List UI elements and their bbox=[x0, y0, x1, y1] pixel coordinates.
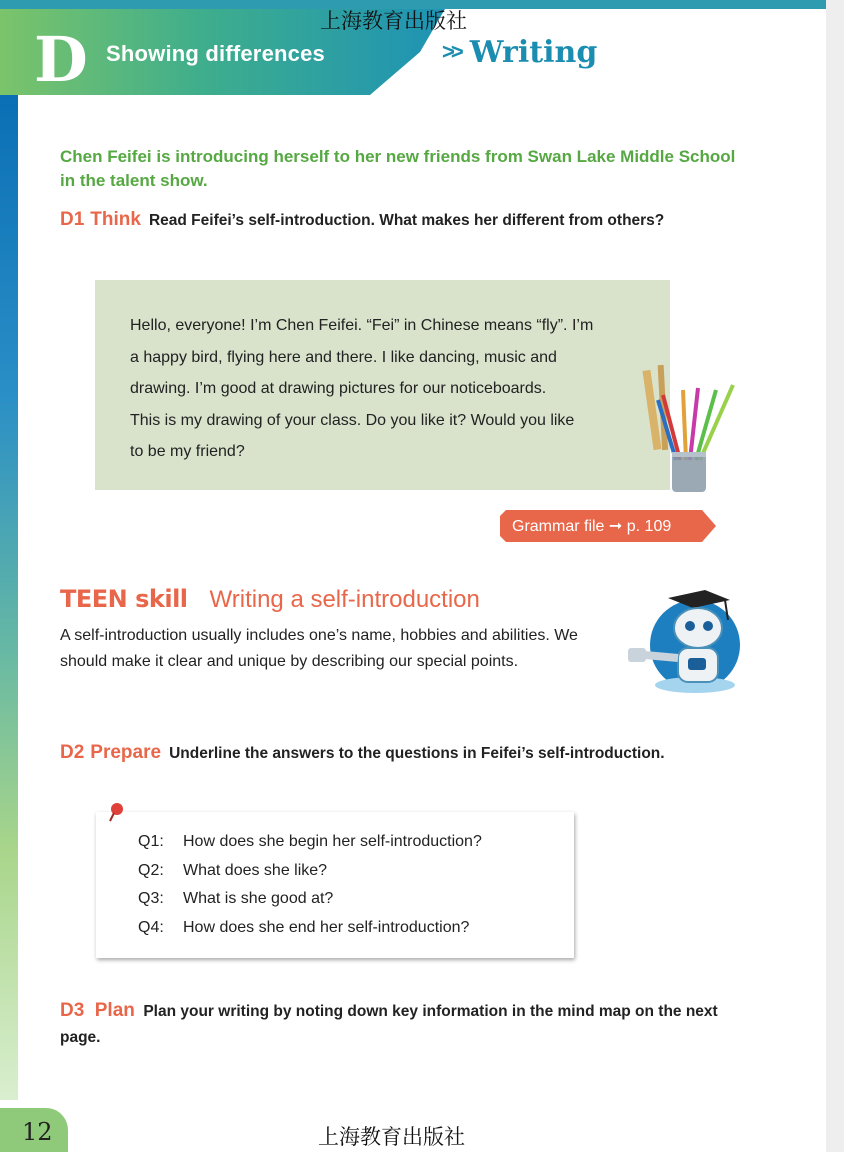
self-introduction-note bbox=[95, 280, 670, 490]
writing-label: Writing bbox=[469, 34, 598, 70]
task-d1-label: Think bbox=[90, 209, 141, 230]
task-d2 bbox=[60, 741, 665, 767]
publisher-watermark-bottom: 上海教育出版社 bbox=[318, 1125, 465, 1149]
left-stripe bbox=[0, 95, 18, 1100]
question-number: Q1: bbox=[138, 833, 164, 850]
questions-card bbox=[96, 812, 574, 958]
section-title: Showing differences bbox=[106, 41, 325, 66]
question-item bbox=[138, 890, 333, 908]
task-d3 bbox=[60, 999, 750, 1051]
teen-skill-heading bbox=[60, 585, 480, 614]
note-line: a happy bird, flying here and there. I like dancing, music and bbox=[130, 348, 557, 366]
task-d1-text: Read Feifei’s self-introduction. What makes her different from others? bbox=[148, 212, 665, 229]
teen-skill-title: TEEN skill bbox=[60, 585, 188, 613]
question-number: Q3: bbox=[138, 890, 164, 907]
question-item bbox=[138, 833, 482, 851]
question-number: Q4: bbox=[138, 919, 164, 936]
intro-text: Chen Feifei is introducing herself to her new friends from Swan Lake Middle School in the talent show. bbox=[60, 147, 736, 190]
page-edge bbox=[826, 0, 844, 1152]
task-d3-code: D3 bbox=[60, 1000, 85, 1021]
note-line: to be my friend? bbox=[130, 443, 245, 460]
task-d1 bbox=[60, 208, 664, 234]
arrow-right-icon: ➞ bbox=[608, 518, 623, 535]
teen-skill-subtitle: Writing a self-introduction bbox=[209, 586, 480, 613]
grammar-file-page: p. 109 bbox=[626, 518, 672, 535]
question-number: Q2: bbox=[138, 862, 164, 879]
note-line: Hello, everyone! I’m Chen Feifei. “Fei” in Chinese means “fly”. I’m bbox=[130, 317, 594, 334]
question-item bbox=[138, 862, 327, 880]
grammar-file-link[interactable] bbox=[500, 510, 716, 542]
teen-skill-body: A self-introduction usually includes one’s name, hobbies and abilities. We should make it clear and unique by describing our special points. bbox=[60, 627, 578, 670]
question-text: How does she begin her self-introduction? bbox=[183, 833, 482, 850]
note-line: This is my drawing of your class. Do you like it? Would you like bbox=[130, 411, 575, 429]
task-d2-text: Underline the answers to the questions in Feifei’s self-introduction. bbox=[169, 745, 665, 762]
question-text: What is she good at? bbox=[183, 890, 334, 907]
pencil-cup-icon bbox=[638, 360, 738, 500]
task-d2-code: D2 bbox=[60, 742, 85, 763]
page-number: 12 bbox=[22, 1118, 53, 1146]
note-line: drawing. I’m good at drawing pictures for our noticeboards. bbox=[130, 380, 547, 397]
pushpin-icon bbox=[106, 801, 128, 823]
note-text bbox=[130, 310, 650, 468]
double-chevron-icon: >> bbox=[442, 39, 460, 64]
task-d3-text: Plan your writing by noting down key information in the mind map on the next page. bbox=[60, 1003, 718, 1046]
robot-mascot-icon bbox=[620, 580, 745, 700]
writing-heading bbox=[442, 32, 597, 72]
task-d2-label: Prepare bbox=[90, 742, 162, 763]
grammar-file-label: Grammar file bbox=[512, 518, 605, 535]
section-letter: D bbox=[34, 23, 88, 96]
task-d1-code: D1 bbox=[60, 209, 85, 230]
question-item bbox=[138, 919, 469, 937]
question-text: How does she end her self-introduction? bbox=[183, 919, 470, 936]
task-d3-label: Plan bbox=[94, 1000, 135, 1021]
question-text: What does she like? bbox=[183, 862, 328, 879]
publisher-watermark-top: 上海教育出版社 bbox=[320, 9, 467, 33]
